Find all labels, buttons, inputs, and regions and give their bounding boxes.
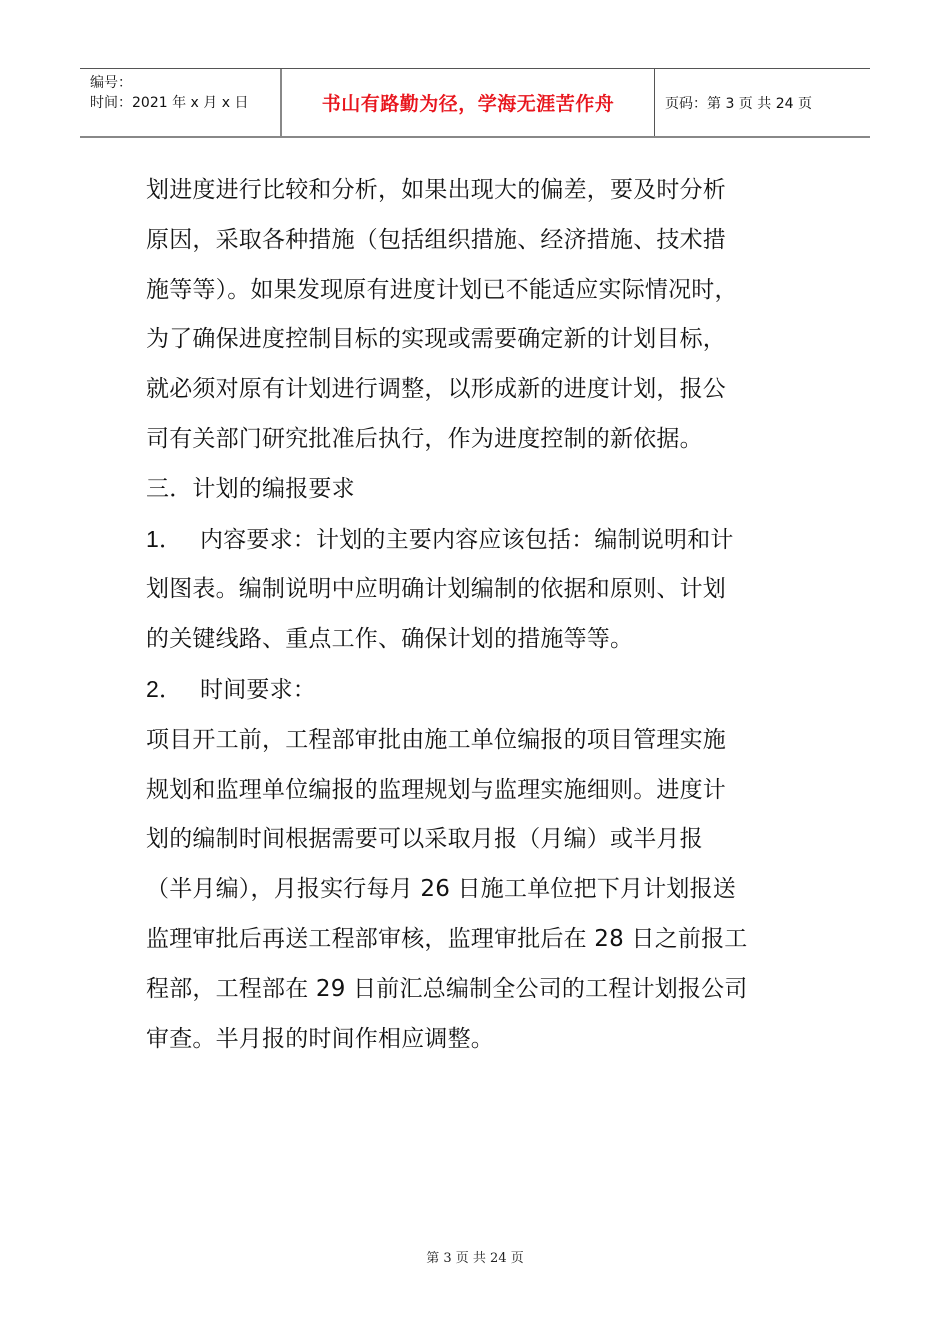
- body-line: 施等等）。如果发现原有进度计划已不能适应实际情况时，: [146, 276, 738, 303]
- body-line: 为了确保进度控制目标的实现或需要确定新的计划目标，: [146, 326, 726, 353]
- document-date: 时间：2021 年 x 月 x 日: [90, 95, 249, 111]
- header-motto: 书山有路勤为径，学海无涯苦作舟: [321, 93, 615, 115]
- body-line: 的关键线路、重点工作、确保计划的措施等等。: [146, 626, 634, 653]
- header-motto-cell: [282, 69, 655, 136]
- document-body: [146, 166, 806, 1064]
- body-line: 项目开工前，工程部审批由施工单位编报的项目管理实施: [146, 726, 726, 753]
- body-line: 程部，工程部在 29 日前汇总编制全公司的工程计划报公司: [146, 975, 748, 1002]
- body-line: 划图表。编制说明中应明确计划编制的依据和原则、计划: [146, 576, 726, 603]
- list-number: 2．: [146, 675, 183, 702]
- page-header: [80, 68, 870, 138]
- body-line: 划的编制时间根据需要可以采取月报（月编）或半月报: [146, 826, 703, 853]
- body-line: 规划和监理单位编报的监理规划与监理实施细则。进度计: [146, 776, 726, 803]
- list-item-text: 时间要求：: [200, 676, 316, 703]
- document-number-label: 编号：: [90, 75, 132, 91]
- list-item-time-requirements: [146, 665, 806, 716]
- section-heading: 三．计划的编报要求: [146, 475, 355, 502]
- body-line: 就必须对原有计划进行调整，以形成新的进度计划，报公: [146, 376, 726, 403]
- body-line: 划进度进行比较和分析，如果出现大的偏差，要及时分析: [146, 177, 726, 203]
- page-footer: [0, 1247, 950, 1266]
- header-meta-cell: [80, 69, 282, 136]
- header-page-info: 页码：第 3 页 共 24 页: [665, 95, 812, 112]
- list-number: 1．: [146, 525, 183, 552]
- body-line: 司有关部门研究批准后执行，作为进度控制的新依据。: [146, 425, 703, 452]
- body-line: 监理审批后再送工程部审核，监理审批后在 28 日之前报工: [146, 925, 748, 952]
- list-item-content-requirements: [146, 515, 806, 566]
- body-line: （半月编），月报实行每月 26 日施工单位把下月计划报送: [146, 876, 736, 903]
- list-item-text: 内容要求：计划的主要内容应该包括：编制说明和计: [200, 526, 734, 553]
- body-line: 原因，采取各种措施（包括组织措施、经济措施、技术措: [146, 226, 726, 253]
- body-line: 审查。半月报的时间作相应调整。: [146, 1025, 494, 1052]
- header-page-cell: [655, 69, 870, 136]
- footer-page-number: 第 3 页 共 24 页: [426, 1251, 524, 1266]
